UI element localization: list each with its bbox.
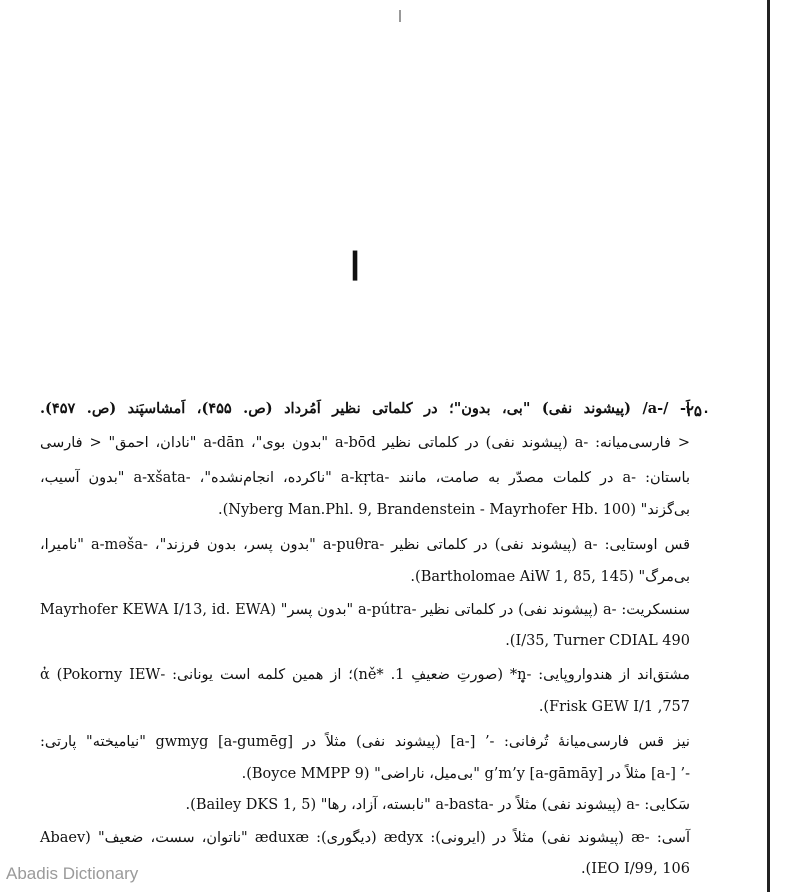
chapter-letter: ا	[349, 244, 361, 289]
entry-line: بی‌مرگ" (Bartholomae AiW 1, 85, 145).	[410, 569, 690, 585]
entry-line: < فارسی‌میانه: -a (پیشوند نفی) در کلماتی نظیر a-bōd "بدون بوی"، a-dān "نادان، احمق" < فارسی	[40, 435, 690, 451]
entry-line: بی‌گزند" (Nyberg Man.Phl. 9, Brandenstein - Mayrhofer Hb. 100).	[218, 502, 690, 518]
entry-headline: اَ- /-a/ (پیشوند نفی) "بی، بدون"؛ در کلماتی نظیر اَمُرداد (ص. ۴۵۵)، اَمشاسپَند (ص. ۴۵۷).	[40, 400, 690, 417]
entry-line: نیز قس فارسی‌میانهٔ تُرفانی: -’ [-a] (پیشوند نفی) مثلاً در gwmyg [a-gumēg] "نیامیخته" پارتی:	[40, 734, 690, 750]
entry-line: I/35, Turner CDIAL 490).	[505, 633, 690, 649]
page-top-mark	[399, 10, 401, 22]
page-edge-rule	[767, 0, 770, 892]
entry-number: ۲۵۰	[685, 402, 710, 420]
entry-line: آسی: -æ (پیشوند نفی) مثلاً در (ایرونی): ædyx (دیگوری): æduxæ "ناتوان، سست، ضعیف" (Abaev	[40, 830, 690, 846]
entry-line: مشتق‌اند از هندواروپایی: -ṇ̥* (صورتِ ضعیفِ ně* .1)؛ از همین کلمه است یونانی: -ἀ (Pokorny IEW	[40, 667, 691, 683]
entry-line: 757, Frisk GEW I/1).	[538, 699, 690, 715]
entry-line: سَکایی: -a (پیشوند نفی) مثلاً در -a-basta "نابسته، آزاد، رها" (Bailey DKS 1, 5).	[185, 797, 690, 813]
entry-line: سنسکریت: -a (پیشوند نفی) در کلماتی نظیر -a-pútra "بدون پسر" (Mayrhofer KEWA I/13, id. EWA	[40, 602, 690, 618]
entry-line: -’ [-a] مثلاً در g’m’y [a-gāmāy] "بی‌میل، ناراضی" (Boyce MMPP 9).	[241, 766, 690, 782]
entry-line: IEO I/99, 106).	[580, 861, 690, 877]
entry-line: قس اوستایی: -a (پیشوند نفی) در کلماتی نظیر -a-puθra "بدون پسر، بدون فرزند"، -a-məša "نامیرا،	[40, 537, 690, 553]
watermark-text: Abadis Dictionary	[6, 864, 139, 883]
entry-line: باستان: -a در کلمات مصدّر به صامت، مانند -a-kṛta "ناکرده، انجام‌نشده"، -a-xšata "بدون آسیب،	[40, 470, 690, 486]
